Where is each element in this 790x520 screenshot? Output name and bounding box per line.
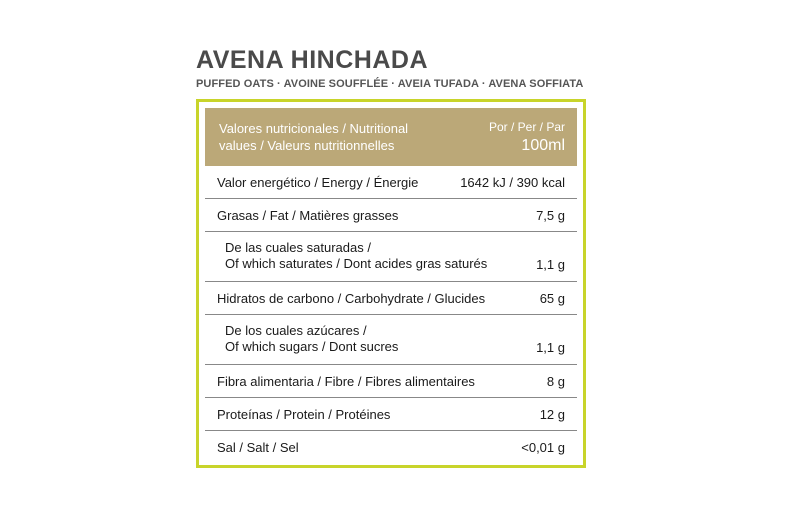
row-label (225, 240, 487, 272)
row-label-line2: Of which saturates / Dont acides gras saturés (225, 256, 488, 271)
row-label: Sal / Salt / Sel (217, 440, 299, 455)
row-value: 7,5 g (536, 208, 565, 223)
table-row-energy (205, 166, 577, 199)
row-value: 1,1 g (536, 257, 565, 272)
header-per: Por / Per / Par (488, 120, 565, 134)
row-value: 1,1 g (536, 340, 565, 355)
table-row-fat (205, 199, 577, 232)
row-value: 65 g (539, 291, 565, 306)
row-label: Proteínas / Protein / Protéines (217, 407, 391, 422)
row-label: Valor energético / Energy / Énergie (217, 175, 419, 190)
table-row-sugars (205, 315, 577, 365)
header-label (219, 120, 459, 154)
header-label-line1: Valores nutricionales / Nutritional (219, 121, 409, 136)
row-label: Fibra alimentaria / Fibre / Fibres alimentaires (217, 374, 475, 389)
row-value: 8 g (546, 374, 565, 389)
header-label-line2: values / Valeurs nutritionnelles (219, 138, 395, 153)
product-subtitle: PUFFED OATS · AVOINE SOUFFLÉE · AVEIA TUFADA · AVENA SOFFIATA (196, 78, 584, 90)
row-label-line1: De las cuales saturadas / (225, 240, 371, 255)
row-label: Grasas / Fat / Matières grasses (217, 208, 399, 223)
row-label: Hidratos de carbono / Carbohydrate / Glucides (217, 291, 486, 306)
table-row-carbohydrate (205, 282, 577, 315)
table-rows (205, 166, 577, 464)
table-row-fibre (205, 365, 577, 398)
row-label-line1: De los cuales azúcares / (225, 323, 367, 338)
table-header (205, 108, 577, 166)
row-label-line2: Of which sugars / Dont sucres (225, 339, 399, 354)
nutrition-table (196, 99, 586, 468)
row-value: <0,01 g (521, 440, 565, 455)
row-label (225, 323, 398, 355)
row-value: 1642 kJ / 390 kcal (460, 175, 565, 190)
product-title: AVENA HINCHADA (196, 46, 428, 74)
table-row-saturates (205, 232, 577, 282)
table-row-protein (205, 398, 577, 431)
row-value: 12 g (539, 407, 565, 422)
table-row-salt (205, 431, 577, 464)
header-unit: 100ml (521, 137, 565, 154)
